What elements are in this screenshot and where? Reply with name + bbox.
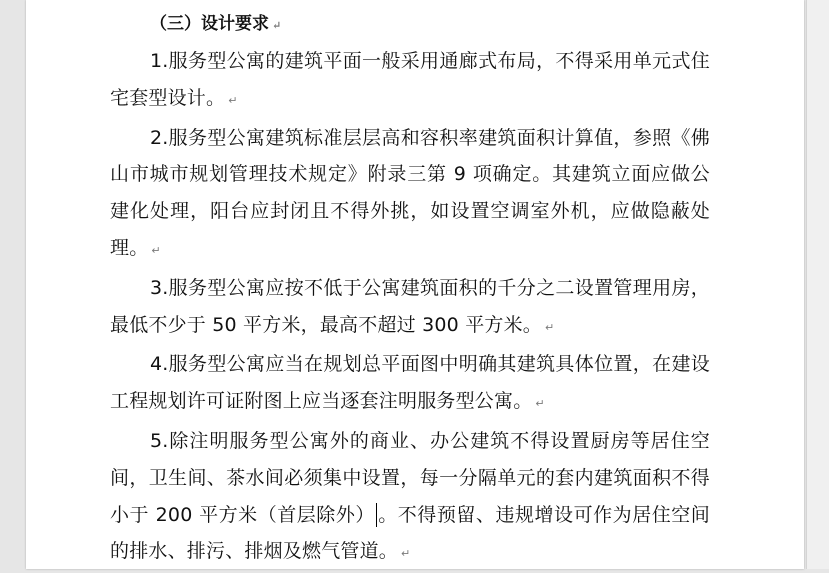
paragraph-4	[110, 346, 710, 423]
section-heading-text: （三）设计要求	[150, 14, 269, 34]
paragraph-1	[110, 43, 710, 120]
paragraph-5-text-after-cursor: 。不得预留、违规增设可作为居住空间的排水、排污、排烟及燃气管道。	[110, 503, 711, 563]
paragraph-5-text-before-cursor: 5.除注明服务型公寓外的商业、办公建筑不得设置厨房等居住空间，卫生间、茶水间必须集中设置，每一分隔单元的套内建筑面积不得小于 200 平方米（首层除外）	[110, 429, 710, 526]
paragraph-2	[110, 120, 710, 270]
paragraph-mark-icon: ↵	[545, 320, 555, 334]
paragraph-mark-icon: ↵	[535, 397, 545, 411]
text-cursor	[376, 503, 377, 527]
paragraph-3	[110, 270, 710, 347]
document-body[interactable]	[110, 5, 710, 573]
paragraph-mark-icon: ↵	[228, 93, 238, 107]
paragraph-4-text: 4.服务型公寓应当在规划总平面图中明确其建筑具体位置，在建设工程规划许可证附图上应当逐套注明服务型公寓。	[110, 353, 710, 413]
paragraph-mark-icon: ↵	[151, 243, 161, 257]
paragraph-5	[110, 423, 710, 573]
paragraph-3-text: 3.服务型公寓应按不低于公寓建筑面积的千分之二设置管理用房，最低不少于 50 平方米，最高不超过 300 平方米。	[110, 276, 710, 336]
section-heading	[110, 5, 710, 43]
paragraph-mark-icon: ↵	[401, 547, 411, 561]
document-page	[26, 0, 804, 569]
vertical-scrollbar[interactable]	[806, 0, 829, 569]
paragraph-2-text: 2.服务型公寓建筑标准层层高和容积率建筑面积计算值，参照《佛山市城市规划管理技术规定》附录三第 9 项确定。其建筑立面应做公建化处理，阳台应封闭且不得外挑，如设置空调室外机，应做隐蔽处理。	[110, 126, 710, 259]
paragraph-1-text: 1.服务型公寓的建筑平面一般采用通廊式布局，不得采用单元式住宅套型设计。	[110, 50, 710, 109]
paragraph-mark-icon: ↵	[272, 19, 282, 32]
